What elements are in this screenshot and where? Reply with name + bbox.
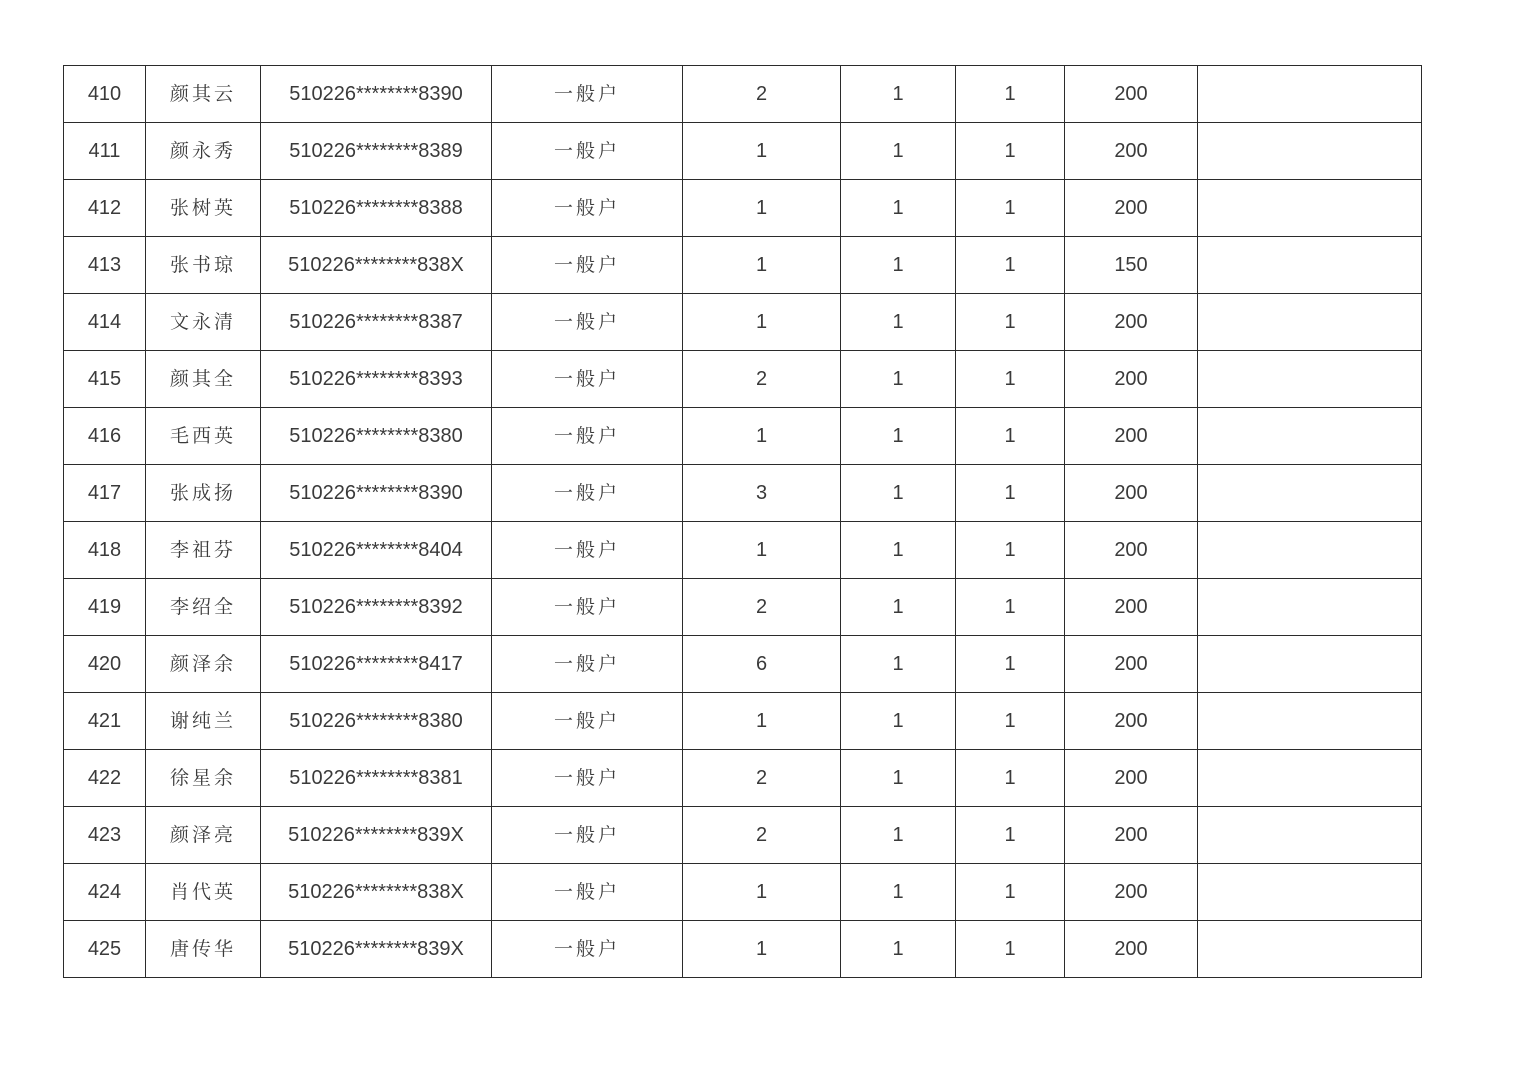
cell-household-type: 一般户	[492, 180, 683, 237]
cell-row-number: 410	[64, 66, 146, 123]
table-row	[64, 123, 1422, 180]
cell-row-number: 425	[64, 921, 146, 978]
cell-amount: 200	[1065, 807, 1198, 864]
cell-amount: 200	[1065, 750, 1198, 807]
cell-row-number: 415	[64, 351, 146, 408]
cell-amount: 200	[1065, 408, 1198, 465]
cell-household-name: 谢纯兰	[146, 693, 261, 750]
cell-id-number: 510226********8392	[261, 579, 492, 636]
cell-persons-count: 2	[683, 807, 841, 864]
cell-household-type: 一般户	[492, 294, 683, 351]
cell-count-b: 1	[956, 66, 1065, 123]
cell-household-type: 一般户	[492, 636, 683, 693]
table-row	[64, 408, 1422, 465]
cell-persons-count: 2	[683, 351, 841, 408]
table-row	[64, 180, 1422, 237]
cell-persons-count: 2	[683, 579, 841, 636]
cell-household-name: 颜泽亮	[146, 807, 261, 864]
cell-note	[1198, 750, 1422, 807]
cell-row-number: 411	[64, 123, 146, 180]
cell-household-type: 一般户	[492, 807, 683, 864]
cell-count-a: 1	[841, 294, 956, 351]
cell-amount: 200	[1065, 123, 1198, 180]
cell-count-a: 1	[841, 807, 956, 864]
cell-row-number: 416	[64, 408, 146, 465]
table-row	[64, 693, 1422, 750]
cell-amount: 200	[1065, 693, 1198, 750]
cell-id-number: 510226********8417	[261, 636, 492, 693]
cell-id-number: 510226********8381	[261, 750, 492, 807]
cell-note	[1198, 66, 1422, 123]
cell-amount: 200	[1065, 921, 1198, 978]
cell-persons-count: 1	[683, 180, 841, 237]
cell-household-name: 张书琼	[146, 237, 261, 294]
cell-persons-count: 3	[683, 465, 841, 522]
cell-household-type: 一般户	[492, 522, 683, 579]
table-row	[64, 294, 1422, 351]
cell-household-type: 一般户	[492, 123, 683, 180]
cell-count-a: 1	[841, 408, 956, 465]
cell-count-b: 1	[956, 180, 1065, 237]
cell-count-b: 1	[956, 408, 1065, 465]
cell-row-number: 418	[64, 522, 146, 579]
cell-note	[1198, 180, 1422, 237]
cell-count-b: 1	[956, 807, 1065, 864]
cell-count-a: 1	[841, 351, 956, 408]
cell-note	[1198, 294, 1422, 351]
cell-household-type: 一般户	[492, 351, 683, 408]
cell-persons-count: 1	[683, 864, 841, 921]
cell-household-name: 李绍全	[146, 579, 261, 636]
cell-count-b: 1	[956, 636, 1065, 693]
cell-count-a: 1	[841, 864, 956, 921]
cell-note	[1198, 522, 1422, 579]
cell-row-number: 421	[64, 693, 146, 750]
cell-row-number: 420	[64, 636, 146, 693]
cell-persons-count: 2	[683, 750, 841, 807]
cell-household-type: 一般户	[492, 693, 683, 750]
cell-amount: 200	[1065, 636, 1198, 693]
cell-persons-count: 1	[683, 522, 841, 579]
cell-note	[1198, 237, 1422, 294]
cell-id-number: 510226********8389	[261, 123, 492, 180]
cell-id-number: 510226********8390	[261, 465, 492, 522]
table-row	[64, 465, 1422, 522]
table-row	[64, 807, 1422, 864]
household-table	[63, 65, 1422, 978]
cell-count-b: 1	[956, 351, 1065, 408]
cell-persons-count: 6	[683, 636, 841, 693]
cell-persons-count: 1	[683, 921, 841, 978]
cell-note	[1198, 351, 1422, 408]
cell-count-b: 1	[956, 921, 1065, 978]
cell-count-a: 1	[841, 465, 956, 522]
cell-amount: 150	[1065, 237, 1198, 294]
cell-amount: 200	[1065, 465, 1198, 522]
cell-count-a: 1	[841, 579, 956, 636]
cell-id-number: 510226********8390	[261, 66, 492, 123]
table-row	[64, 636, 1422, 693]
cell-id-number: 510226********839X	[261, 921, 492, 978]
cell-count-a: 1	[841, 66, 956, 123]
table-row	[64, 351, 1422, 408]
cell-count-a: 1	[841, 123, 956, 180]
cell-row-number: 412	[64, 180, 146, 237]
table-row	[64, 237, 1422, 294]
cell-household-type: 一般户	[492, 66, 683, 123]
cell-count-b: 1	[956, 237, 1065, 294]
cell-count-a: 1	[841, 693, 956, 750]
cell-household-name: 张树英	[146, 180, 261, 237]
table-row	[64, 522, 1422, 579]
cell-persons-count: 1	[683, 123, 841, 180]
cell-id-number: 510226********8404	[261, 522, 492, 579]
cell-household-type: 一般户	[492, 408, 683, 465]
cell-persons-count: 1	[683, 408, 841, 465]
cell-household-type: 一般户	[492, 237, 683, 294]
cell-row-number: 424	[64, 864, 146, 921]
table-row	[64, 750, 1422, 807]
cell-household-name: 徐星余	[146, 750, 261, 807]
cell-household-name: 毛西英	[146, 408, 261, 465]
cell-amount: 200	[1065, 579, 1198, 636]
cell-household-name: 唐传华	[146, 921, 261, 978]
cell-amount: 200	[1065, 864, 1198, 921]
table-row	[64, 921, 1422, 978]
cell-count-b: 1	[956, 864, 1065, 921]
cell-count-b: 1	[956, 750, 1065, 807]
cell-id-number: 510226********838X	[261, 237, 492, 294]
cell-count-a: 1	[841, 921, 956, 978]
cell-count-b: 1	[956, 522, 1065, 579]
cell-household-name: 文永清	[146, 294, 261, 351]
cell-row-number: 422	[64, 750, 146, 807]
cell-note	[1198, 465, 1422, 522]
cell-count-b: 1	[956, 579, 1065, 636]
cell-household-name: 张成扬	[146, 465, 261, 522]
cell-note	[1198, 123, 1422, 180]
cell-persons-count: 2	[683, 66, 841, 123]
cell-count-a: 1	[841, 237, 956, 294]
cell-persons-count: 1	[683, 294, 841, 351]
cell-note	[1198, 408, 1422, 465]
cell-row-number: 419	[64, 579, 146, 636]
cell-row-number: 423	[64, 807, 146, 864]
cell-row-number: 414	[64, 294, 146, 351]
table-row	[64, 579, 1422, 636]
cell-household-type: 一般户	[492, 864, 683, 921]
cell-amount: 200	[1065, 180, 1198, 237]
cell-id-number: 510226********838X	[261, 864, 492, 921]
cell-note	[1198, 807, 1422, 864]
cell-count-b: 1	[956, 294, 1065, 351]
cell-count-a: 1	[841, 750, 956, 807]
cell-household-type: 一般户	[492, 750, 683, 807]
table-row	[64, 864, 1422, 921]
cell-count-b: 1	[956, 465, 1065, 522]
cell-note	[1198, 636, 1422, 693]
cell-amount: 200	[1065, 294, 1198, 351]
cell-persons-count: 1	[683, 693, 841, 750]
cell-household-name: 颜其全	[146, 351, 261, 408]
cell-household-type: 一般户	[492, 921, 683, 978]
cell-count-b: 1	[956, 693, 1065, 750]
cell-household-name: 颜泽余	[146, 636, 261, 693]
table-body	[64, 66, 1422, 978]
cell-row-number: 413	[64, 237, 146, 294]
table-row	[64, 66, 1422, 123]
cell-note	[1198, 864, 1422, 921]
cell-count-b: 1	[956, 123, 1065, 180]
cell-count-a: 1	[841, 180, 956, 237]
cell-id-number: 510226********8387	[261, 294, 492, 351]
cell-household-name: 颜永秀	[146, 123, 261, 180]
cell-id-number: 510226********839X	[261, 807, 492, 864]
cell-id-number: 510226********8380	[261, 408, 492, 465]
cell-household-name: 肖代英	[146, 864, 261, 921]
cell-row-number: 417	[64, 465, 146, 522]
cell-id-number: 510226********8393	[261, 351, 492, 408]
cell-amount: 200	[1065, 66, 1198, 123]
cell-persons-count: 1	[683, 237, 841, 294]
cell-household-name: 李祖芬	[146, 522, 261, 579]
cell-amount: 200	[1065, 522, 1198, 579]
cell-amount: 200	[1065, 351, 1198, 408]
cell-count-a: 1	[841, 522, 956, 579]
cell-id-number: 510226********8388	[261, 180, 492, 237]
cell-household-name: 颜其云	[146, 66, 261, 123]
cell-id-number: 510226********8380	[261, 693, 492, 750]
cell-note	[1198, 579, 1422, 636]
cell-household-type: 一般户	[492, 465, 683, 522]
cell-count-a: 1	[841, 636, 956, 693]
cell-note	[1198, 921, 1422, 978]
cell-note	[1198, 693, 1422, 750]
cell-household-type: 一般户	[492, 579, 683, 636]
